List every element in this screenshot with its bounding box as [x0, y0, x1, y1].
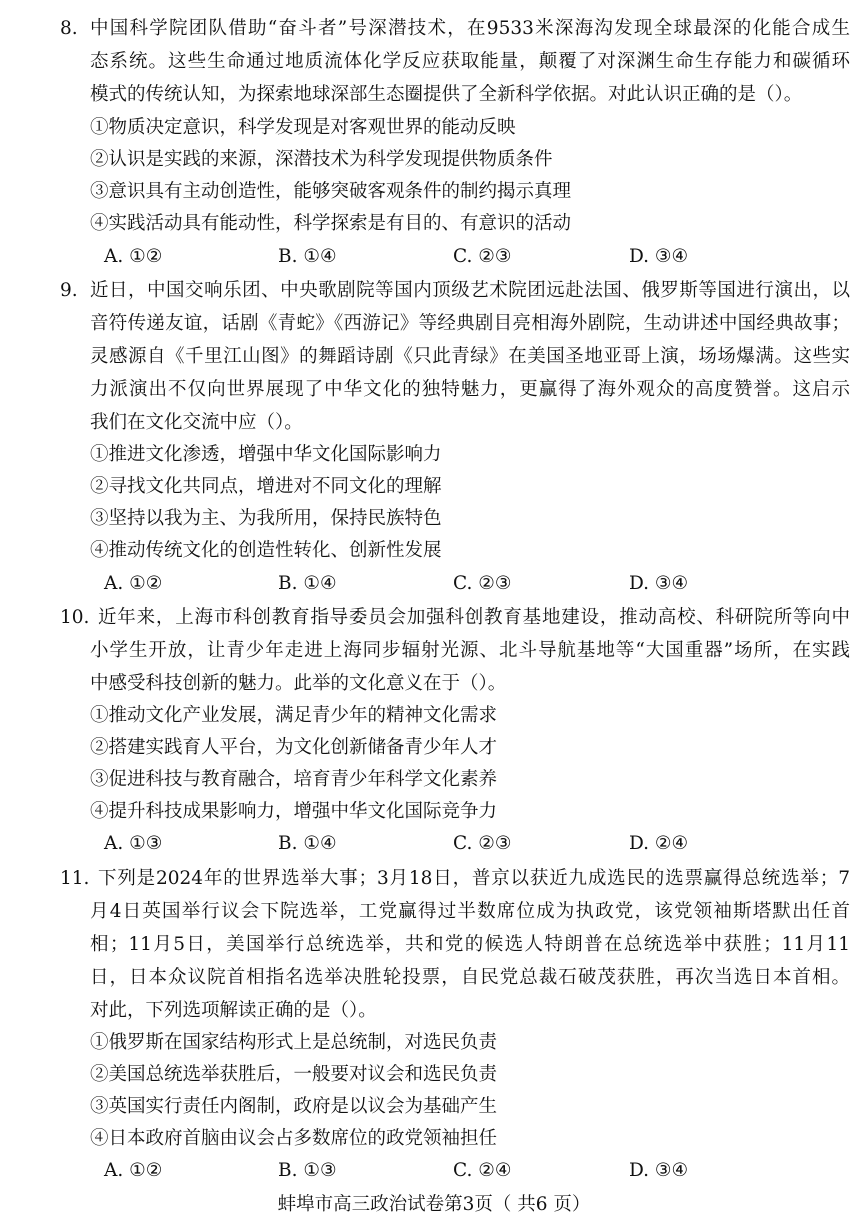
question-stem-line: 月4日英国举行议会下院选举，工党赢得过半数席位成为执政党，该党领袖斯塔默出任首	[90, 901, 850, 922]
statement-2: ②美国总统选举获胜后，一般要对议会和选民负责	[90, 1064, 498, 1085]
question-stem-line: 中国科学院团队借助“奋斗者”号深潜技术，在9533米深海沟发现全球最深的化能合成生	[90, 18, 850, 39]
choice-a: A. ①②	[104, 573, 163, 594]
question-stem-line: 小学生开放，让青少年走进上海同步辐射光源、北斗导航基地等“大国重器”场所，在实践	[90, 640, 850, 661]
question-number: 9.	[60, 280, 78, 301]
choice-c: C. ②③	[453, 246, 512, 267]
statement-1: ①推进文化渗透，增强中华文化国际影响力	[90, 444, 442, 465]
choice-b: B. ①④	[278, 833, 337, 854]
statement-2: ②搭建实践育人平台，为文化创新储备青少年人才	[90, 737, 498, 758]
question-stem-line: 相；11月5日，美国举行总统选举，共和党的候选人特朗普在总统选举中获胜；11月11	[90, 934, 850, 955]
question-stem-line: 下列是2024年的世界选举大事；3月18日，普京以获近九成选民的选票赢得总统选举；7	[98, 868, 850, 889]
statement-3: ③促进科技与教育融合，培育青少年科学文化素养	[90, 769, 498, 790]
statement-2: ②寻找文化共同点，增进对不同文化的理解	[90, 476, 442, 497]
choice-a: A. ①②	[104, 1160, 163, 1181]
statement-4: ④日本政府首脑由议会占多数席位的政党领袖担任	[90, 1128, 498, 1149]
statement-2: ②认识是实践的来源，深潜技术为科学发现提供物质条件	[90, 149, 553, 170]
statement-4: ④推动传统文化的创造性转化、创新性发展	[90, 540, 442, 561]
choice-c: C. ②③	[453, 833, 512, 854]
question-stem-line: 日，日本众议院首相指名选举决胜轮投票，自民党总裁石破茂获胜，再次当选日本首相。	[90, 967, 850, 988]
statement-3: ③意识具有主动创造性，能够突破客观条件的制约揭示真理	[90, 181, 572, 202]
choice-c: C. ②④	[453, 1160, 512, 1181]
choice-a: A. ①②	[104, 246, 163, 267]
question-number: 10.	[60, 607, 90, 628]
statement-3: ③英国实行责任内阁制，政府是以议会为基础产生	[90, 1096, 498, 1117]
question-stem-line: 近年来，上海市科创教育指导委员会加强科创教育基地建设，推动高校、科研院所等向中	[98, 607, 850, 628]
choice-c: C. ②③	[453, 573, 512, 594]
choice-d: D. ③④	[629, 246, 689, 267]
question-number: 8.	[60, 18, 78, 39]
question-stem-line: 模式的传统认知，为探索地球深部生态圈提供了全新科学依据。对此认识正确的是（）。	[90, 84, 803, 105]
question-stem-line: 近日，中国交响乐团、中央歌剧院等国内顶级艺术院团远赴法国、俄罗斯等国进行演出，以	[90, 280, 850, 301]
choice-d: D. ②④	[629, 833, 689, 854]
question-stem-line: 灵感源自《千里江山图》的舞蹈诗剧《只此青绿》在美国圣地亚哥上演，场场爆满。这些实	[90, 346, 850, 367]
question-stem-line: 我们在文化交流中应（）。	[90, 412, 303, 433]
choice-b: B. ①③	[278, 1160, 337, 1181]
statement-3: ③坚持以我为主、为我所用，保持民族特色	[90, 508, 442, 529]
question-stem-line: 音符传递友谊，话剧《青蛇》《西游记》等经典剧目亮相海外剧院，生动讲述中国经典故事；	[90, 313, 850, 334]
page-footer: 蚌埠市高三政治试卷第3页（ 共6 页）	[277, 1194, 591, 1215]
statement-4: ④提升科技成果影响力，增强中华文化国际竞争力	[90, 801, 498, 822]
question-number: 11.	[60, 868, 90, 889]
choice-b: B. ①④	[278, 573, 337, 594]
choice-d: D. ③④	[629, 573, 689, 594]
question-stem-line: 对此，下列选项解读正确的是（）。	[90, 1000, 377, 1021]
question-stem-line: 中感受科技创新的魅力。此举的文化意义在于（）。	[90, 673, 507, 694]
question-stem-line: 态系统。这些生命通过地质流体化学反应获取能量，颠覆了对深渊生命生存能力和碳循环	[90, 51, 850, 72]
question-stem-line: 力派演出不仅向世界展现了中华文化的独特魅力，更赢得了海外观众的高度赞誉。这启示	[90, 379, 850, 400]
statement-4: ④实践活动具有能动性，科学探索是有目的、有意识的活动	[90, 213, 572, 234]
statement-1: ①推动文化产业发展，满足青少年的精神文化需求	[90, 705, 498, 726]
choice-a: A. ①③	[104, 833, 163, 854]
statement-1: ①物质决定意识，科学发现是对客观世界的能动反映	[90, 117, 516, 138]
choice-d: D. ③④	[629, 1160, 689, 1181]
statement-1: ①俄罗斯在国家结构形式上是总统制，对选民负责	[90, 1032, 498, 1053]
choice-b: B. ①④	[278, 246, 337, 267]
